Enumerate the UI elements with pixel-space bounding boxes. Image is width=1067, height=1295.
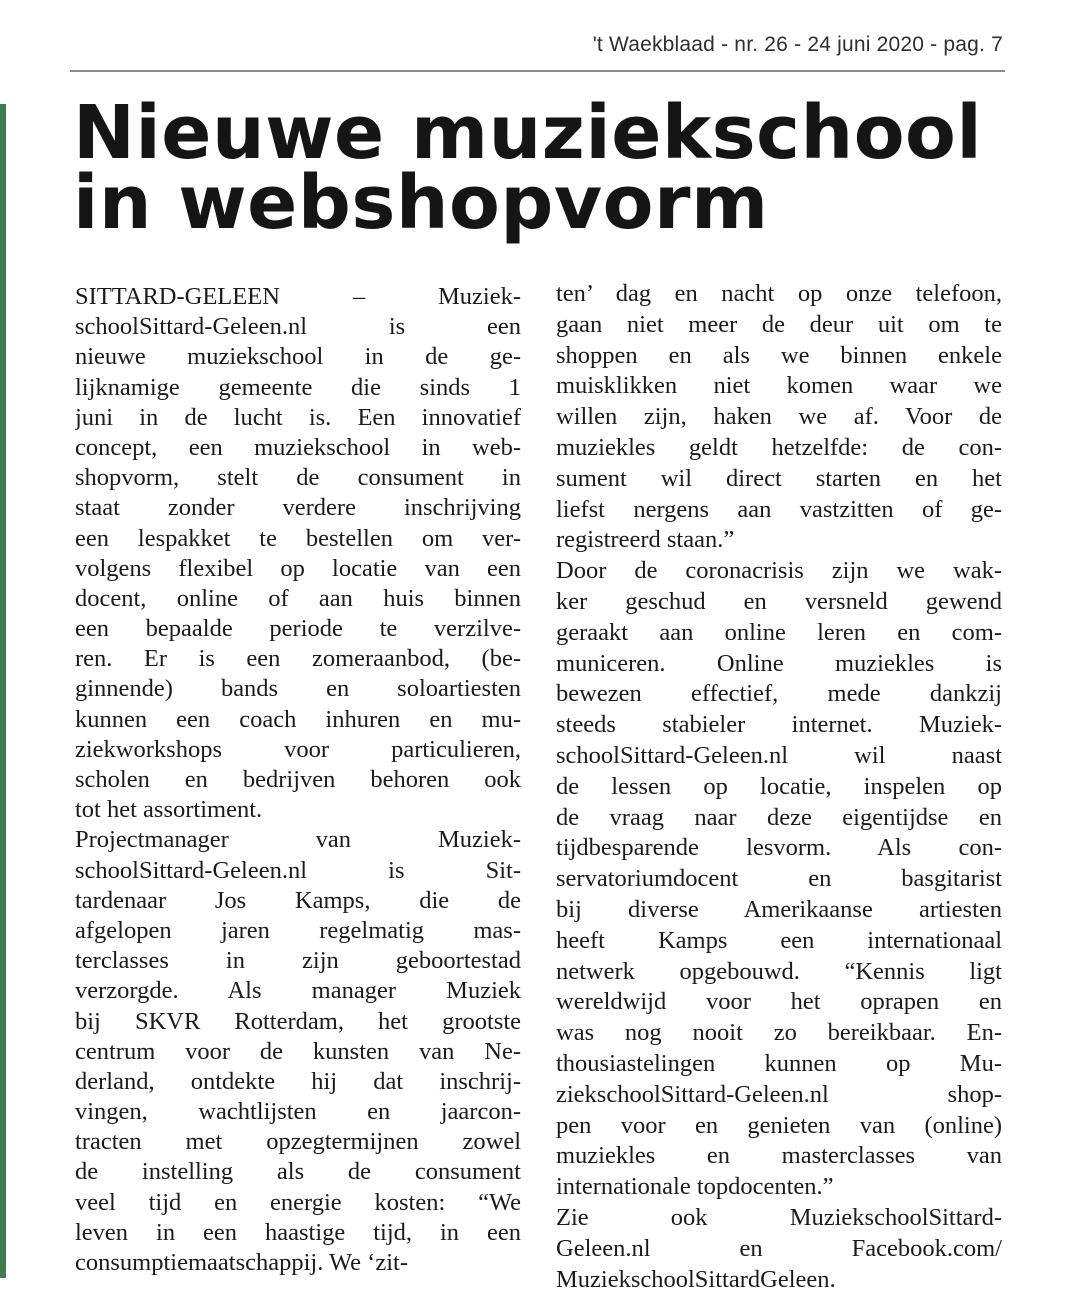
article-line: terclasses in zijn geboortestad: [75, 946, 521, 976]
article-line: derland, ontdekte hij dat inschrij-: [75, 1067, 521, 1097]
article-line: veel tijd en energie kosten: “We: [75, 1188, 521, 1218]
article-line: ten’ dag en nacht op onze telefoon,: [556, 279, 1002, 310]
article-line: Door de coronacrisis zijn we wak-: [556, 556, 1002, 587]
article-line: thousiastelingen kunnen op Mu-: [556, 1049, 1002, 1080]
article-line: ren. Er is een zomeraanbod, (be-: [75, 644, 521, 674]
article-line: tardenaar Jos Kamps, die de: [75, 886, 521, 916]
article-line: schoolSittard-Geleen.nl is Sit-: [75, 856, 521, 886]
article-line: tot het assortiment.: [75, 795, 521, 825]
article-line: shopvorm, stelt de consument in: [75, 463, 521, 493]
article-column-right: [556, 279, 1002, 1295]
article-line: bij diverse Amerikaanse artiesten: [556, 895, 1002, 926]
article-line: schoolSittard-Geleen.nl is een: [75, 312, 521, 342]
article-paragraph: [556, 1203, 1002, 1295]
article-paragraph: [556, 279, 1002, 556]
article-line: steeds stabieler internet. Muziek-: [556, 710, 1002, 741]
article-paragraph: [75, 825, 521, 1278]
article-line: servatoriumdocent en basgitarist: [556, 864, 1002, 895]
article-line: staat zonder verdere inschrijving: [75, 493, 521, 523]
article-line: de lessen op locatie, inspelen op: [556, 772, 1002, 803]
headline-line-2: in webshopvorm: [73, 168, 1013, 238]
article-line: pen voor en genieten van (online): [556, 1111, 1002, 1142]
article-line: willen zijn, haken we af. Voor de: [556, 402, 1002, 433]
article-line: ker geschud en versneld gewend: [556, 587, 1002, 618]
article-line: sument wil direct starten en het: [556, 464, 1002, 495]
article-line: Zie ook MuziekschoolSittard-: [556, 1203, 1002, 1234]
article-line: SITTARD-GELEEN – Muziek-: [75, 282, 521, 312]
article-line: registreerd staan.”: [556, 525, 1002, 556]
article-line: juni in de lucht is. Een innovatief: [75, 403, 521, 433]
article-line: kunnen een coach inhuren en mu-: [75, 705, 521, 735]
article-line: lijknamige gemeente die sinds 1: [75, 373, 521, 403]
article-line: schoolSittard-Geleen.nl wil naast: [556, 741, 1002, 772]
article-line: muisklikken niet komen waar we: [556, 371, 1002, 402]
article-line: de vraag naar deze eigentijdse en: [556, 803, 1002, 834]
article-paragraph: [75, 282, 521, 825]
article-line: scholen en bedrijven behoren ook: [75, 765, 521, 795]
article-line: liefst nergens aan vastzitten of ge-: [556, 495, 1002, 526]
article-headline: [73, 98, 1013, 238]
article-line: centrum voor de kunsten van Ne-: [75, 1037, 521, 1067]
article-paragraph: [556, 556, 1002, 1203]
article-line: shoppen en als we binnen enkele: [556, 341, 1002, 372]
article-line: muziekles en masterclasses van: [556, 1141, 1002, 1172]
article-line: geraakt aan online leren en com-: [556, 618, 1002, 649]
article-line: een bepaalde periode te verzilve-: [75, 614, 521, 644]
page-edge-rule: [0, 104, 6, 1278]
article-line: Projectmanager van Muziek-: [75, 825, 521, 855]
article-line: leven in een haastige tijd, in een: [75, 1218, 521, 1248]
article-line: concept, een muziekschool in web-: [75, 433, 521, 463]
article-line: bewezen effectief, mede dankzij: [556, 679, 1002, 710]
article-line: MuziekschoolSittardGeleen.: [556, 1265, 1002, 1295]
article-line: gaan niet meer de deur uit om te: [556, 310, 1002, 341]
article-line: de instelling als de consument: [75, 1157, 521, 1187]
article-line: netwerk opgebouwd. “Kennis ligt: [556, 957, 1002, 988]
article-line: heeft Kamps een internationaal: [556, 926, 1002, 957]
article-line: muziekles geldt hetzelfde: de con-: [556, 433, 1002, 464]
article-line: verzorgde. Als manager Muziek: [75, 976, 521, 1006]
article-line: tijdbesparende lesvorm. Als con-: [556, 833, 1002, 864]
article-line: ziekworkshops voor particulieren,: [75, 735, 521, 765]
article-line: municeren. Online muziekles is: [556, 649, 1002, 680]
article-line: internationale topdocenten.”: [556, 1172, 1002, 1203]
article-column-left: [75, 282, 521, 1278]
header-divider: [70, 70, 1005, 72]
publication-header: 't Waekblaad - nr. 26 - 24 juni 2020 - pag. 7: [593, 33, 1003, 57]
article-line: ziekschoolSittard-Geleen.nl shop-: [556, 1080, 1002, 1111]
article-line: ginnende) bands en soloartiesten: [75, 674, 521, 704]
article-line: afgelopen jaren regelmatig mas-: [75, 916, 521, 946]
article-line: vingen, wachtlijsten en jaarcon-: [75, 1097, 521, 1127]
article-line: bij SKVR Rotterdam, het grootste: [75, 1007, 521, 1037]
article-line: consumptiemaatschappij. We ‘zit-: [75, 1248, 521, 1278]
headline-line-1: Nieuwe muziekschool: [73, 98, 1013, 168]
article-line: volgens flexibel op locatie van een: [75, 554, 521, 584]
article-line: een lespakket te bestellen om ver-: [75, 524, 521, 554]
article-line: wereldwijd voor het oprapen en: [556, 987, 1002, 1018]
article-line: Geleen.nl en Facebook.com/: [556, 1234, 1002, 1265]
article-line: nieuwe muziekschool in de ge-: [75, 342, 521, 372]
article-line: docent, online of aan huis binnen: [75, 584, 521, 614]
article-line: was nog nooit zo bereikbaar. En-: [556, 1018, 1002, 1049]
article-line: tracten met opzegtermijnen zowel: [75, 1127, 521, 1157]
